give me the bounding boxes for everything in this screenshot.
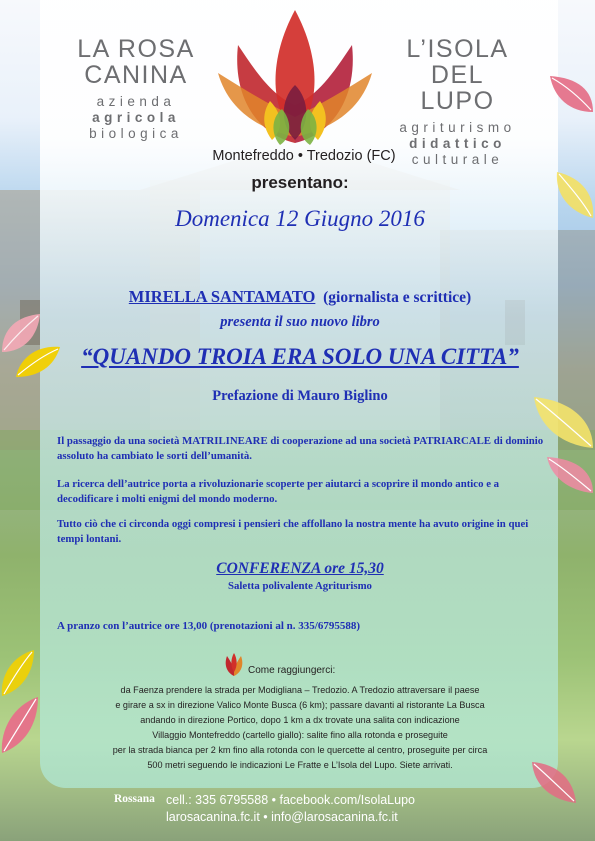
logo-right-line4: didattico <box>409 136 506 151</box>
logo-right-line3: agriturismo <box>399 120 516 135</box>
directions-line: 500 metri seguendo le indicazioni Le Fratte e L’Isola del Lupo. Siete arrivati. <box>147 760 453 770</box>
logo-left-line3: azienda <box>96 94 176 109</box>
yellow-petal-icon <box>553 170 595 220</box>
author-role: (giornalista e scrittice) <box>323 289 472 306</box>
directions-line: per la strada bianca per 2 km fino alla rotonda con le quercette al centro, proseguite per circa <box>112 745 488 755</box>
book-title: “QUANDO TROIA ERA SOLO UNA CITTA” <box>81 344 519 369</box>
logo-right-line1: L’ISOLA <box>406 35 509 63</box>
logo-right-line5: culturale <box>411 152 504 167</box>
lunch-info: A pranzo con l’autrice ore 13,00 (prenotazioni al n. 335/6795588) <box>57 620 360 632</box>
mini-flower-icon <box>222 652 246 678</box>
author-name: MIRELLA SANTAMATO <box>128 287 316 306</box>
pink-petal-icon <box>545 455 595 495</box>
directions-title: Come raggiungerci: <box>248 665 336 676</box>
conference-time: CONFERENZA ore 15,30 <box>216 560 384 577</box>
paragraph-3: Tutto ciò che ci circonda oggi compresi i pensieri che affollano la nostra mente ha avuto origine in quei tempi lontani. <box>57 518 529 545</box>
paragraph-1: Il passaggio da una società MATRILINEARE di cooperazione ad una società PATRIARCALE di dominio assoluto ha cambiato le sorti dell’umanità. <box>57 435 544 462</box>
paragraph-2: La ricerca dell’autrice porta a rivoluzionarie scoperte per aiutarci a scoprire il mondo antico e a decodificare i molti enigmi del mondo moderno. <box>57 478 500 505</box>
logo-right-line2: DEL LUPO <box>420 61 495 115</box>
presents-book-line: presenta il suo nuovo libro <box>220 314 380 330</box>
tulip-logo-icon <box>210 5 380 147</box>
directions-line: da Faenza prendere la strada per Modigliana – Tredozio. A Tredozio attraversare il paese <box>120 685 480 695</box>
logo-la-rosa-canina <box>77 36 195 142</box>
preface-line: Prefazione di Mauro Biglino <box>212 388 388 404</box>
directions-text <box>60 683 540 773</box>
logo-left-line5: biologica <box>89 126 183 141</box>
location-line: Montefreddo • Tredozio (FC) <box>212 148 396 164</box>
event-date: Domenica 12 Giugno 2016 <box>175 206 425 231</box>
conference-venue: Saletta polivalente Agriturismo <box>228 580 372 592</box>
yellow-petal-icon <box>530 395 595 450</box>
pink-petal-icon <box>0 695 40 755</box>
author-line <box>60 287 540 307</box>
pink-petal-icon <box>528 760 578 805</box>
logo-left-line2: CANINA <box>84 61 188 89</box>
logo-left-line4: agricola <box>92 110 180 125</box>
directions-line: Villaggio Montefreddo (cartello giallo): salite fino alla rotonda e proseguite <box>152 730 448 740</box>
pink-petal-icon <box>548 74 595 114</box>
directions-line: e girare a sx in direzione Valico Monte Busca (6 km); passare davanti al ristorante La Busca <box>115 700 485 710</box>
contact-web-email: larosacanina.fc.it • info@larosacanina.fc.it <box>166 810 398 824</box>
yellow-petal-icon <box>0 648 36 698</box>
contact-phone-facebook: cell.: 335 6795588 • facebook.com/IsolaLupo <box>166 793 415 807</box>
presentano-heading: presentano: <box>251 173 349 192</box>
contact-name: Rossana <box>114 793 155 805</box>
logo-left-line1: LA ROSA <box>77 35 195 63</box>
directions-line: andando in direzione Portico, dopo 1 km a dx trovate una salita con indicazione <box>140 715 460 725</box>
yellow-petal-icon <box>14 343 62 379</box>
